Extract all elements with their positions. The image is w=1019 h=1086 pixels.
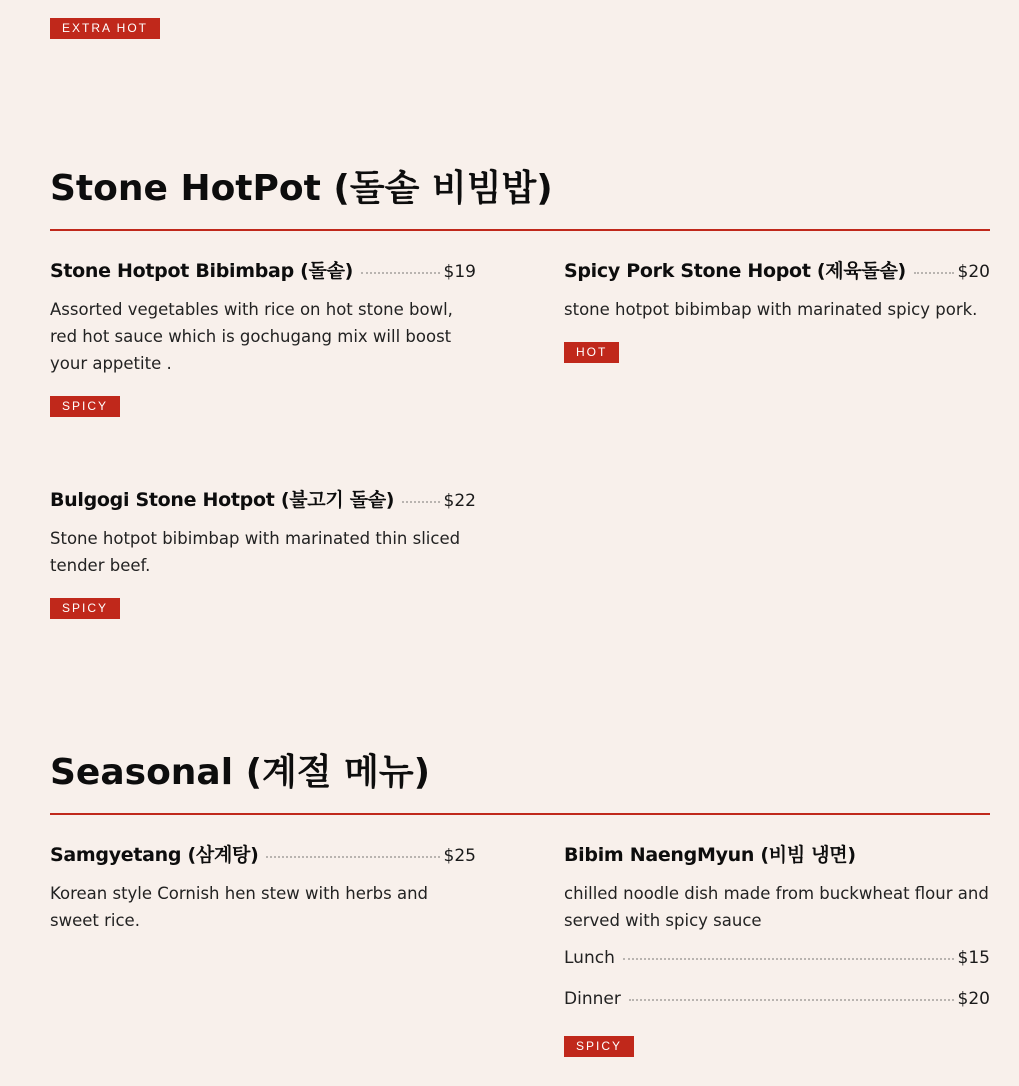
item-price: $25 <box>443 846 476 866</box>
spicy-tag: SPICY <box>50 598 120 619</box>
item-name: Bulgogi Stone Hotpot (불고기 돌솥) <box>50 489 395 511</box>
item-name: Spicy Pork Stone Hopot (제육돌솥) <box>564 260 906 282</box>
section-divider <box>50 229 990 231</box>
menu-item-spicy-pork-stone-hotpot <box>564 256 990 363</box>
section-divider <box>50 813 990 815</box>
price-variant-lunch <box>564 948 990 976</box>
variant-price: $20 <box>957 989 990 1009</box>
dot-leader <box>402 501 439 503</box>
price-variant-dinner <box>564 989 990 1017</box>
section-title-stone-hotpot: Stone HotPot (돌솥 비빔밥) <box>50 168 553 209</box>
item-name: Bibim NaengMyun (비빔 냉면) <box>564 844 856 866</box>
item-description: Korean style Cornish hen stew with herbs and sweet rice. <box>50 884 429 930</box>
item-description: stone hotpot bibimbap with marinated spicy pork. <box>564 300 978 319</box>
item-name: Samgyetang (삼계탕) <box>50 844 259 866</box>
dot-leader <box>623 958 954 960</box>
variant-label: Dinner <box>564 989 621 1009</box>
item-price: $22 <box>443 491 476 511</box>
dot-leader <box>266 856 439 858</box>
item-price: $20 <box>957 262 990 282</box>
menu-item-bulgogi-stone-hotpot <box>50 485 476 619</box>
menu-item-bibim-naengmyun <box>564 840 990 1057</box>
dot-leader <box>361 272 439 274</box>
variant-price: $15 <box>957 948 990 968</box>
hot-tag: HOT <box>564 342 619 363</box>
item-description: Assorted vegetables with rice on hot stone bowl, red hot sauce which is gochugang mix will boost your appetite . <box>50 300 453 373</box>
item-name: Stone Hotpot Bibimbap (돌솥) <box>50 260 354 282</box>
dot-leader <box>914 272 954 274</box>
variant-label: Lunch <box>564 948 615 968</box>
item-description: Stone hotpot bibimbap with marinated thin sliced tender beef. <box>50 529 461 575</box>
spicy-tag: SPICY <box>50 396 120 417</box>
section-title-seasonal: Seasonal (계절 메뉴) <box>50 752 431 793</box>
spicy-tag: SPICY <box>564 1036 634 1057</box>
dot-leader <box>629 999 954 1001</box>
item-price: $19 <box>443 262 476 282</box>
item-description: chilled noodle dish made from buckwheat flour and served with spicy sauce <box>564 884 989 930</box>
menu-item-stone-hotpot-bibimbap <box>50 256 476 417</box>
extra-hot-tag: EXTRA HOT <box>50 18 160 39</box>
menu-item-samgyetang <box>50 840 476 934</box>
